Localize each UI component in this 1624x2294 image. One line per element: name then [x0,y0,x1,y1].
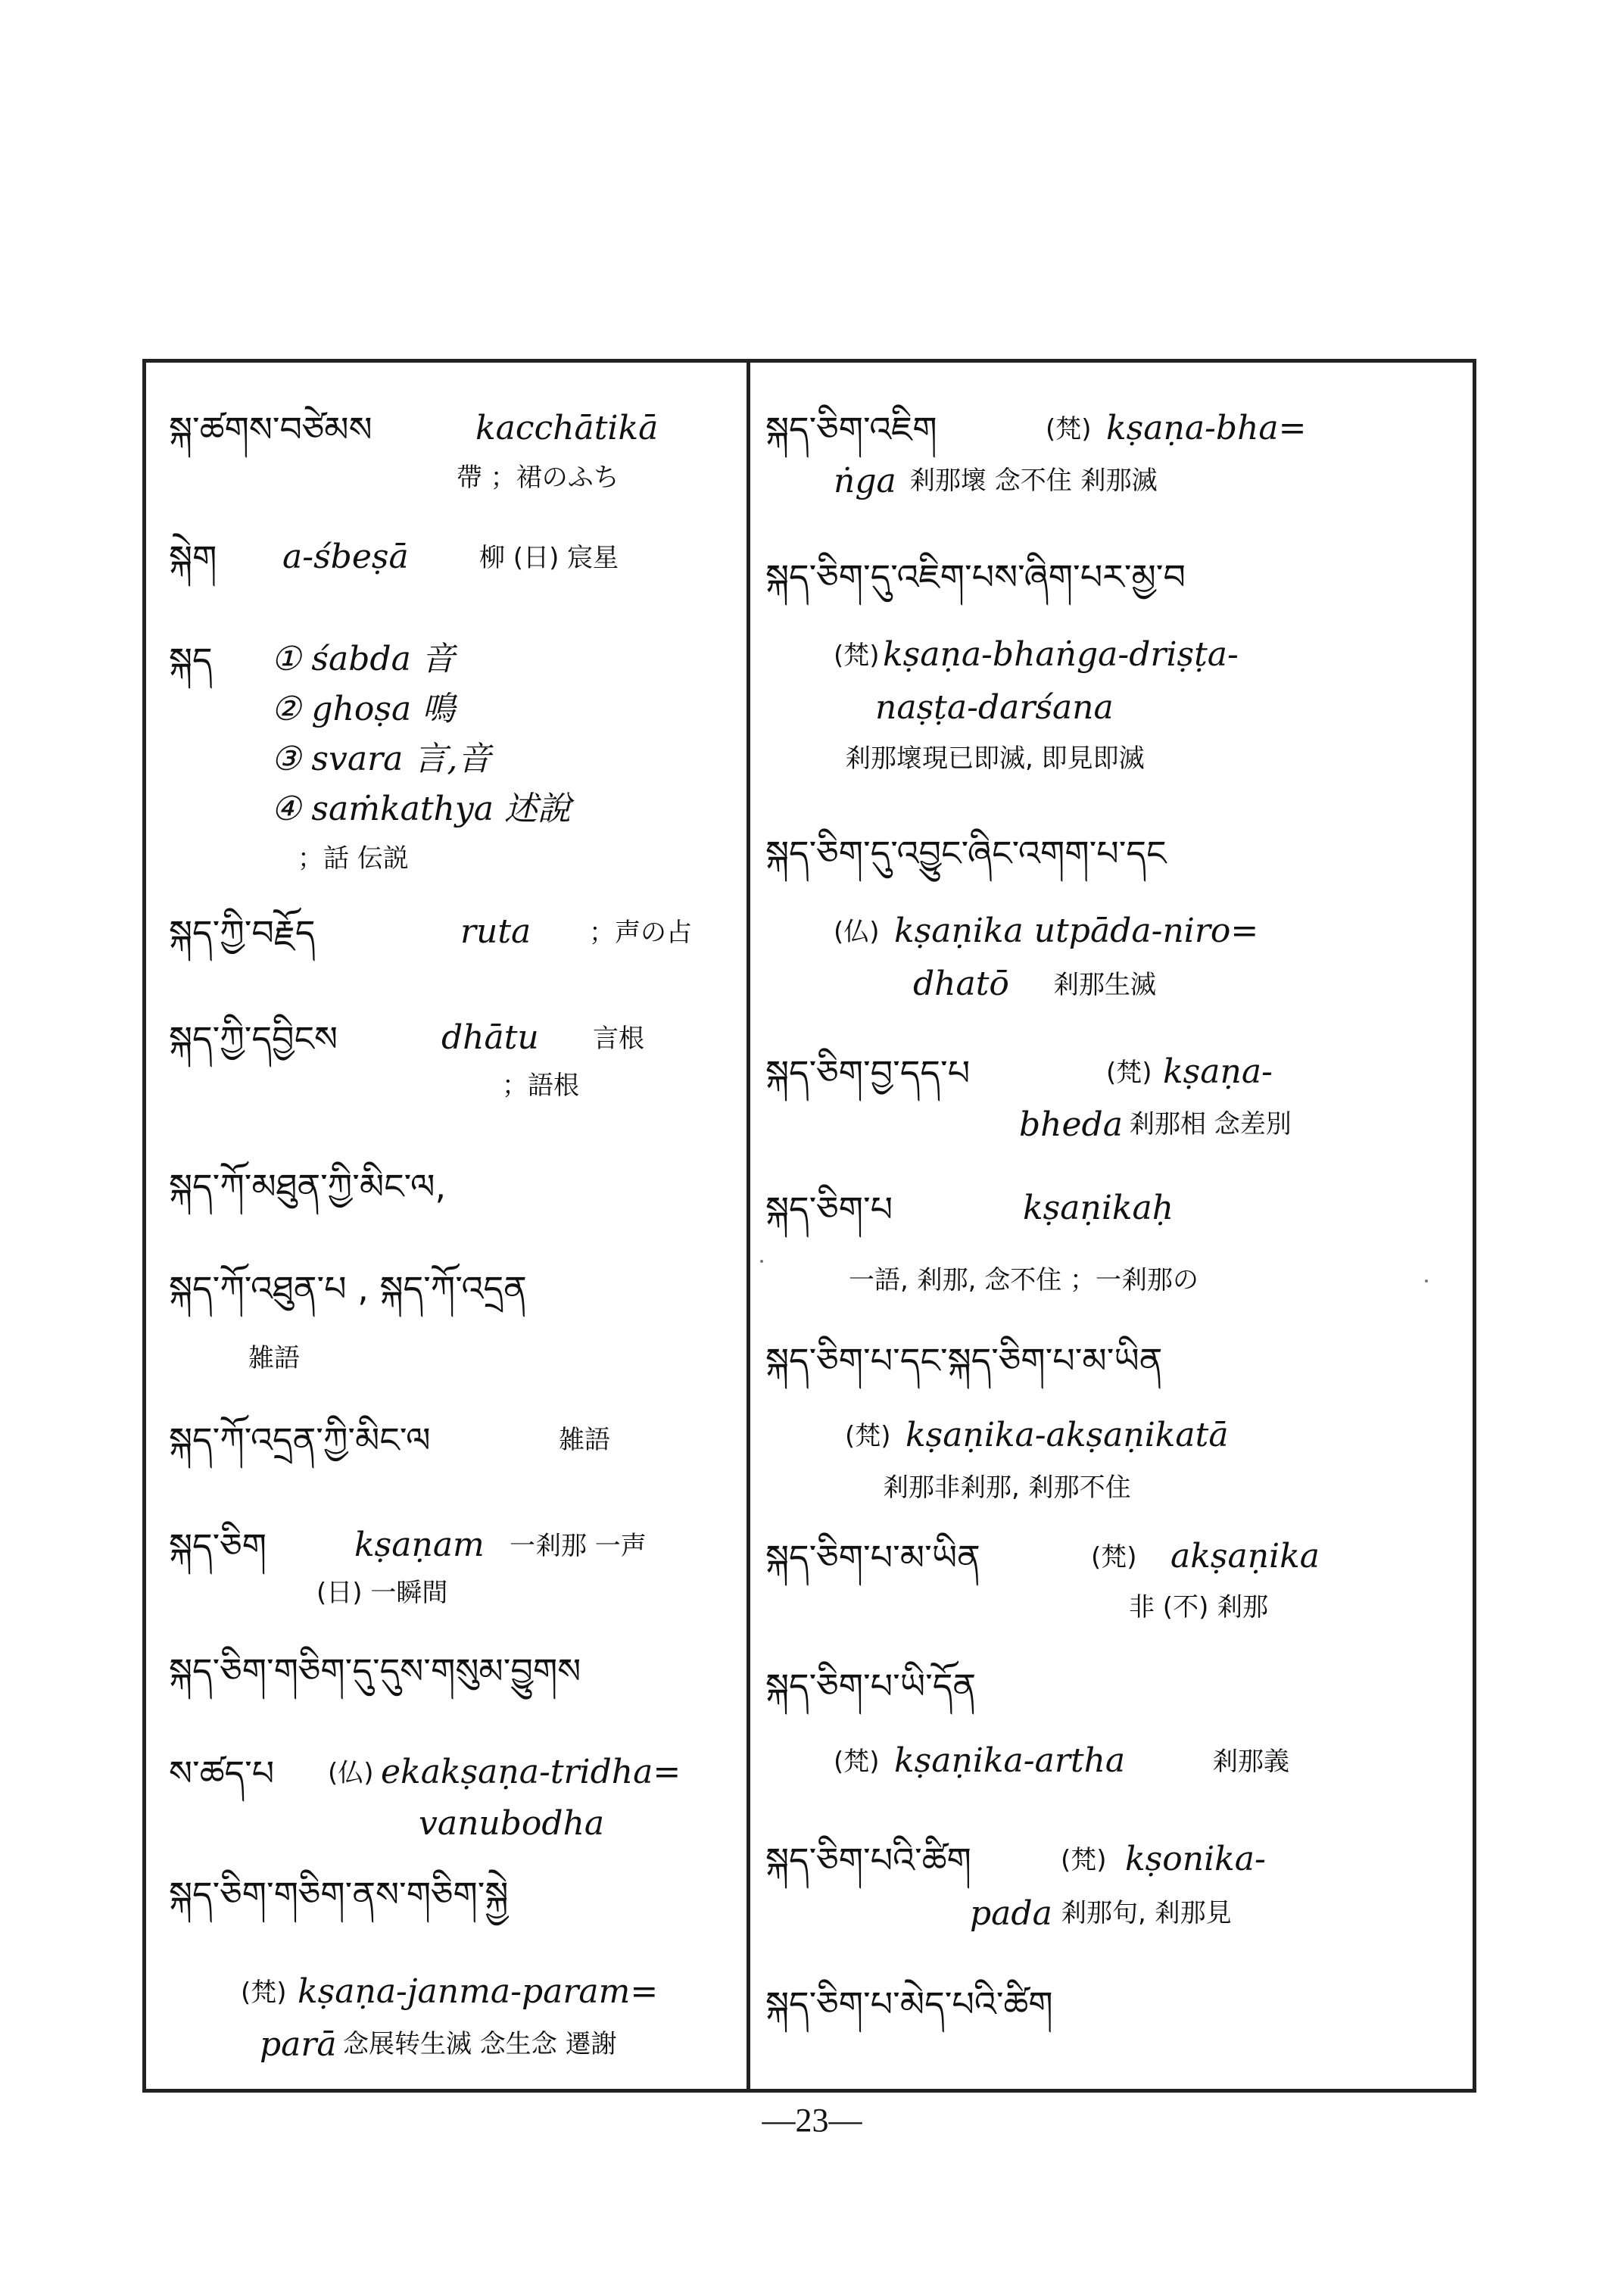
tibetan-term: སྐད་ཅིག་པ [765,1189,893,1230]
gloss: 一語, 剎那, 念不住 ；一剎那の [849,1265,1199,1295]
sanskrit-term: a-śbeṣā [282,538,409,576]
sanskrit-term-cont: dhatō [913,965,1009,1003]
gloss: 柳 (日) 宸星 [479,543,619,573]
gloss-2: 剎那壞現已即滅, 即見即滅 [845,743,1145,774]
gloss: ；話 伝説 [298,843,409,874]
sense-2: ② ghoṣa 鳴 [271,690,456,728]
tibetan-term: སྐད [169,640,213,681]
tibetan-term: སྐད་ཅིག་འཇིག [765,409,937,450]
tibetan-term: སྐད་ཅིག་པ་ཡི་དོན [765,1666,977,1706]
sanskrit-term: kṣonika- [1125,1840,1266,1878]
tibetan-term: སྐད་ཀོ་མཐུན་ཀྱི་མིང་ལ, [169,1166,447,1207]
gloss-2: 剎那相 念差別 [1129,1109,1292,1139]
scan-speck [760,1260,763,1263]
sanskrit-term: kṣaṇika utpāda-niro= [894,912,1259,950]
sanskrit-term: kṣaṇika-artha [894,1741,1126,1780]
gloss: (梵) [834,1747,880,1777]
gloss-2: 剎那義 [1212,1747,1289,1777]
gloss: (梵) [1061,1845,1107,1875]
sanskrit-term-cont: naṣṭa-darśana [875,688,1114,727]
sanskrit-term: ruta [460,912,531,951]
gloss: 雑語 [248,1343,300,1373]
gloss: 帶 ；裙のふち [457,463,619,493]
gloss-2: (日) 一瞬間 [316,1578,448,1608]
gloss-2: 剎那生滅 [1053,970,1156,1000]
tibetan-term: སྐད་ཅིག་པའི་ཚིག [765,1840,971,1881]
gloss: (仏) [834,917,880,947]
tibetan-term: སྐད་ཀྱི་དབྱིངས [169,1018,338,1059]
gloss-2: ；語根 [502,1071,579,1101]
sanskrit-term-cont: vanubodha [419,1804,605,1843]
tibetan-term: སྐ་ཚགས་བཙེམས [169,409,372,450]
gloss: (梵) [845,1421,891,1451]
sanskrit-term: kṣaṇa-janma-param= [298,1972,659,2011]
right-column [750,359,1473,2093]
sanskrit-term: kacchātikā [475,409,659,447]
gloss-2: 剎那非剎那, 剎那不住 [883,1473,1131,1503]
gloss: (梵) [1046,414,1092,444]
tibetan-term: སྐད་ཅིག་དུ་འཇིག་པས་ཞིག་པར་མྱ་བ [765,556,1186,597]
tibetan-term: སྐད་ཀྱི་བརྗོད [169,912,316,953]
tibetan-term: སྐད་ཅིག་པ་མ་ཡིན [765,1537,980,1578]
sanskrit-term: kṣaṇika-akṣaṇikatā [906,1416,1229,1454]
tibetan-term: སྐད་ཅིག་པ་མེད་པའི་ཚིག [765,1984,1053,2024]
sanskrit-term: kṣaṇam [354,1526,485,1564]
sanskrit-term-cont: bheda [1019,1105,1123,1144]
gloss: (梵) [1106,1058,1152,1088]
gloss-2: 非 (不) 剎那 [1129,1592,1269,1622]
sanskrit-term: akṣaṇika [1170,1537,1320,1576]
sense-4: ④ saṁkathya 述說 [271,790,571,828]
gloss-2: 念展转生滅 念生念 遷謝 [343,2029,617,2059]
gloss-2: 剎那句, 剎那見 [1061,1898,1232,1928]
gloss: 一剎那 一声 [510,1531,647,1561]
sense-3: ③ svara 言,音 [271,740,491,778]
tibetan-term: ས་ཚད་པ [169,1753,275,1794]
gloss: (梵) [834,641,880,671]
sanskrit-term: kṣaṇa- [1163,1052,1273,1091]
gloss: (梵) [241,1978,287,2008]
tibetan-term: སྐད་ཅིག་བྱ་དད་པ [765,1052,971,1093]
sanskrit-term-cont: ṅga [834,462,896,500]
gloss: (仏) [328,1758,374,1788]
sanskrit-term: kṣaṇa-bha= [1106,409,1307,447]
gloss: ；声の占 [589,918,692,948]
sense-1: ① śabda 音 [271,640,455,678]
sanskrit-term: kṣaṇikaḥ [1023,1189,1174,1227]
tibetan-term: སྐད་ཅིག་གཅིག་ནས་གཅིག་སྐྱེ [169,1874,509,1915]
gloss: 雑語 [559,1425,610,1455]
tibetan-term: སྐེག [169,538,217,578]
scan-speck [1425,1279,1428,1283]
page-number: —23— [762,2102,862,2139]
sanskrit-term: kṣaṇa-bhaṅga-driṣṭa- [883,635,1239,674]
gloss: (梵) [1091,1542,1137,1572]
sanskrit-term: ekakṣaṇa-tridha= [381,1753,681,1791]
sanskrit-term-cont: pada [970,1894,1052,1933]
tibetan-term: སྐད་ཅིག་དུ་འབྱུང་ཞིང་འགག་པ་དང [765,833,1167,874]
gloss: 言根 [593,1024,644,1054]
gloss-2: 剎那壞 念不住 剎那滅 [909,466,1158,496]
tibetan-term: སྐད་ཅིག་གཅིག་དུ་དུས་གསུམ་བྱུགས [169,1650,581,1691]
sanskrit-term-cont: parā [260,2025,337,2064]
tibetan-term: སྐད་ཅིག་པ་དང་སྐད་ཅིག་པ་མ་ཡིན [765,1340,1163,1381]
tibetan-term: སྐད་ཀོ་འདྲན་ཀྱི་མིང་ལ [169,1420,431,1460]
left-column [146,359,747,2093]
tibetan-term: སྐད་ཀོ་འཐུན་པ , སྐད་ཀོ་འདྲན [169,1268,527,1309]
sanskrit-term: dhātu [441,1018,539,1057]
tibetan-term: སྐད་ཅིག [169,1526,267,1566]
